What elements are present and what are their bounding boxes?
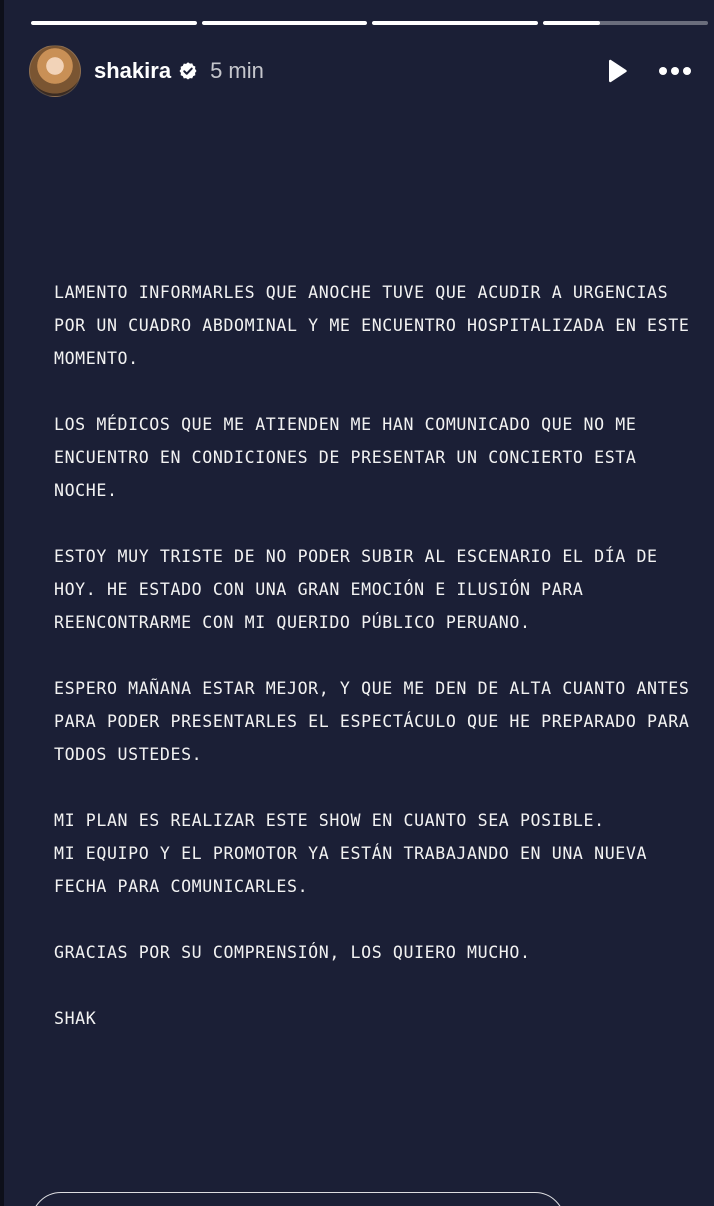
message-paragraph-3: ESTOY MUY TRISTE DE NO PODER SUBIR AL ESCENARIO EL DÍA DE HOY. HE ESTADO CON UNA GRAN EMOCIÓN E ILUSIÓN PARA REENCONTRARME CON MI QUERIDO PÚBLICO PERUANO. xyxy=(54,547,658,632)
username[interactable]: shakira xyxy=(94,58,172,83)
story-progress-segment-2 xyxy=(202,21,368,25)
post-time: 5 min xyxy=(210,58,264,83)
message-paragraph-1: LAMENTO INFORMARLES QUE ANOCHE TUVE QUE ACUDIR A URGENCIAS POR UN CUADRO ABDOMINAL Y ME ENCUENTRO HOSPITALIZADA EN ESTE MOMENTO. xyxy=(54,283,690,368)
message-paragraph-4: ESPERO MAÑANA ESTAR MEJOR, Y QUE ME DEN DE ALTA CUANTO ANTES PARA PODER PRESENTARLES EL ESPECTÁCULO QUE HE PREPARADO PARA TODOS USTEDES. xyxy=(54,679,690,764)
story-progress-segment-3 xyxy=(372,21,538,25)
story-header xyxy=(29,44,694,98)
reply-input[interactable] xyxy=(31,1192,565,1206)
avatar[interactable] xyxy=(29,45,81,97)
message-paragraph-2: LOS MÉDICOS QUE ME ATIENDEN ME HAN COMUNICADO QUE NO ME ENCUENTRO EN CONDICIONES DE PRESENTAR UN CONCIERTO ESTA NOCHE. xyxy=(54,415,637,500)
left-edge xyxy=(0,0,4,1206)
story-progress-bar xyxy=(31,21,708,25)
story-progress-segment-4 xyxy=(543,21,709,25)
message-signature: SHAK xyxy=(54,1009,97,1028)
play-icon[interactable] xyxy=(602,57,630,85)
message-paragraph-6: GRACIAS POR SU COMPRENSIÓN, LOS QUIERO MUCHO. xyxy=(54,943,531,962)
story-progress-segment-1 xyxy=(31,21,197,25)
verified-badge-icon xyxy=(178,61,198,81)
more-horizontal-icon[interactable] xyxy=(658,66,692,76)
message-paragraph-5: MI PLAN ES REALIZAR ESTE SHOW EN CUANTO SEA POSIBLE. MI EQUIPO Y EL PROMOTOR YA ESTÁN TRABAJANDO EN UNA NUEVA FECHA PARA COMUNICARLES. xyxy=(54,811,648,896)
story-message xyxy=(54,276,704,1068)
